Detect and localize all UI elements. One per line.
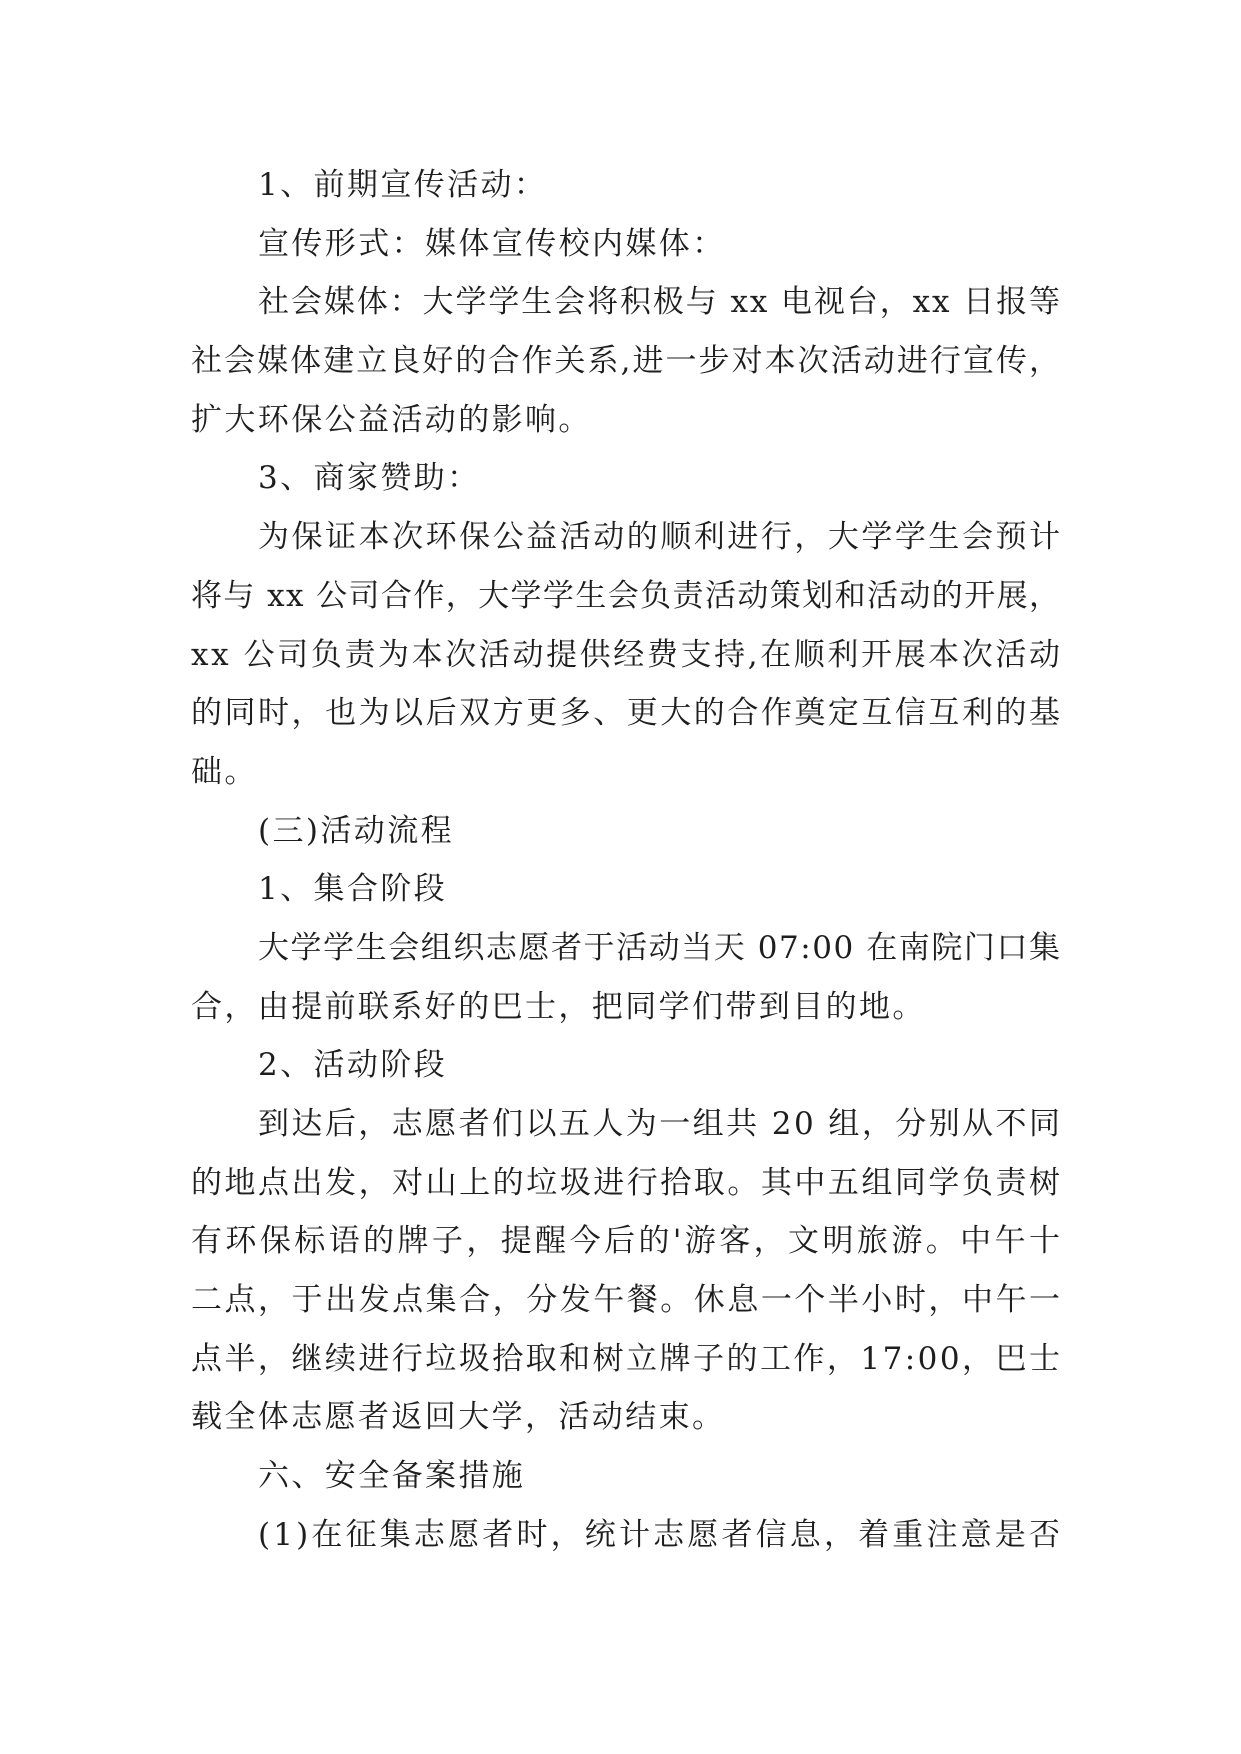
- text-line: 础。: [191, 753, 258, 790]
- document-body: [191, 156, 1064, 1565]
- text-line: 的地点出发，对山上的垃圾进行拾取。其中五组同学负责树: [191, 1164, 1063, 1201]
- text-line: 合，由提前联系好的巴士，把同学们带到目的地。: [191, 988, 926, 1025]
- heading-assembly-stage: [191, 860, 1060, 919]
- text-line: 3、商家赞助：: [258, 460, 481, 497]
- text-line: 的同时，也为以后双方更多、更大的合作奠定互信互利的基: [191, 695, 1063, 732]
- paragraph-activity: [191, 1095, 1064, 1447]
- text-line: 六、安全备案措施: [258, 1458, 526, 1495]
- heading-activity-stage: [191, 1036, 1060, 1095]
- text-line: 扩大环保公益活动的影响。: [191, 401, 592, 438]
- paragraph-assembly: [191, 919, 1060, 1036]
- text-line: 二点，于出发点集合，分发午餐。休息一个半小时，中午一: [191, 1282, 1063, 1319]
- heading-sponsorship: [191, 449, 1060, 508]
- text-line: 载全体志愿者返回大学，活动结束。: [191, 1399, 726, 1436]
- text-line: (三)活动流程: [258, 812, 454, 849]
- text-line: 点半，继续进行垃圾拾取和树立牌子的工作，17:00，巴士: [191, 1340, 1063, 1377]
- text-line: 到达后，志愿者们以五人为一组共 20 组，分别从不同: [258, 1106, 1063, 1142]
- text-line: 1、集合阶段: [258, 871, 448, 908]
- text-line: 1、前期宣传活动：: [258, 167, 548, 203]
- text-line: 为保证本次环保公益活动的顺利进行，大学学生会预计: [258, 519, 1063, 556]
- paragraph-publicity-form: [191, 215, 1060, 274]
- paragraph-safety-item-1: [191, 1506, 1064, 1565]
- text-line: 宣传形式：媒体宣传校内媒体：: [258, 225, 726, 262]
- text-line: 将与 xx 公司合作，大学学生会负责活动策划和活动的开展，: [191, 577, 1062, 614]
- text-line: 大学学生会组织志愿者于活动当天 07:00 在南院门口集: [258, 929, 1062, 966]
- paragraph-sponsorship: [191, 508, 1063, 801]
- text-line: (1)在征集志愿者时，统计志愿者信息，着重注意是否: [258, 1516, 1064, 1553]
- heading-activity-process: [191, 802, 1060, 861]
- text-line: 2、活动阶段: [258, 1047, 448, 1084]
- text-line: 社会媒体建立良好的合作关系,进一步对本次活动进行宣传，: [191, 343, 1063, 380]
- text-line: xx 公司负责为本次活动提供经费支持,在顺利开展本次活动: [191, 636, 1063, 673]
- heading-publicity-activities: [191, 156, 1060, 215]
- paragraph-social-media: [191, 273, 1063, 449]
- text-line: 有环保标语的牌子，提醒今后的'游客，文明旅游。中午十: [191, 1223, 1064, 1260]
- text-line: 社会媒体：大学学生会将积极与 xx 电视台，xx 日报等: [258, 284, 1062, 321]
- heading-safety-measures: [191, 1447, 1060, 1506]
